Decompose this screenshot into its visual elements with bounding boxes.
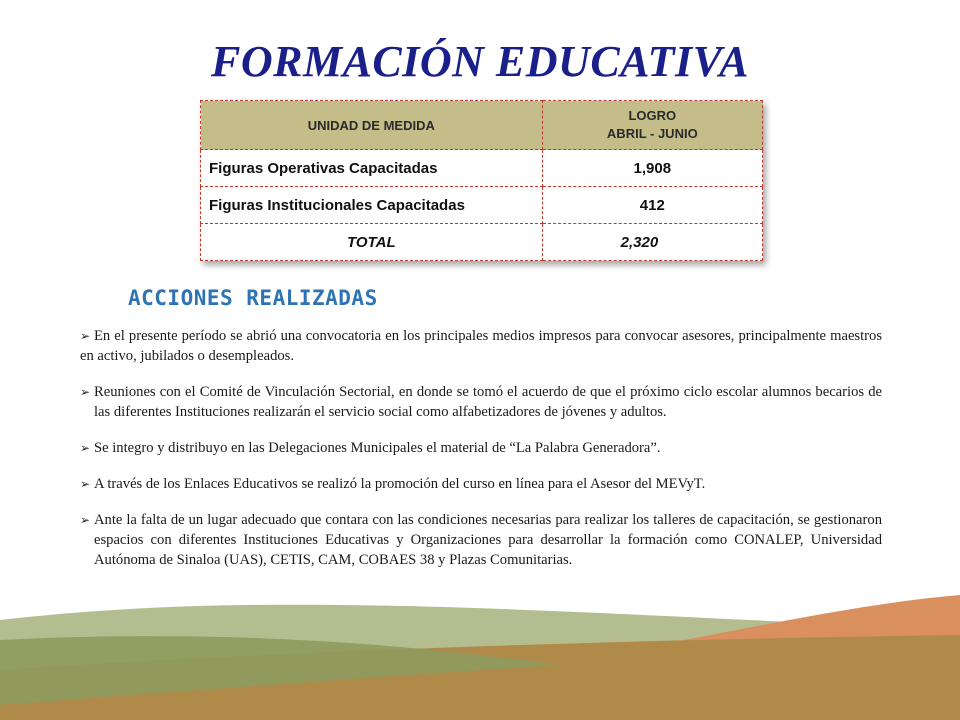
total-label: TOTAL [201,224,543,261]
list-item-text: Se integro y distribuyo en las Delegaciones Municipales el material de “La Palabra Generadora”. [94,440,661,456]
header-achievement [542,101,762,150]
table-row [201,150,763,187]
table-row [201,187,763,224]
footer-wave-decoration [0,580,960,720]
list-item [80,474,882,494]
header-achievement-line1: LOGRO [628,108,677,123]
row-value: 412 [542,187,762,224]
row-label: Figuras Operativas Capacitadas [201,150,543,187]
results-table-container [200,100,763,261]
arrow-bullet-icon: ➢ [80,477,91,491]
arrow-bullet-icon: ➢ [80,329,91,343]
arrow-bullet-icon: ➢ [80,385,91,399]
list-item [80,510,882,570]
arrow-bullet-icon: ➢ [80,513,91,527]
table-header-row [201,101,763,150]
list-item-text: A través de los Enlaces Educativos se realizó la promoción del curso en línea para el Asesor del MEVyT. [94,476,706,492]
section-title: ACCIONES REALIZADAS [128,286,378,310]
header-unit-of-measure: UNIDAD DE MEDIDA [201,101,543,150]
total-value: 2,320 [542,224,762,261]
list-item [80,326,882,366]
header-achievement-line2: ABRIL - JUNIO [606,126,698,141]
list-item [80,382,882,422]
list-item-text: En el presente período se abrió una convocatoria en los principales medios impresos para convocar asesores, principalmente maestros en activo, jubilados o desempleados. [80,328,882,364]
table-total-row [201,224,763,261]
list-item [80,438,882,458]
list-item-text: Ante la falta de un lugar adecuado que contara con las condiciones necesarias para realizar los talleres de capacitación, se gestionaron espacios con diferentes Instituciones Educativas y Organizaciones para desarrollar la formación como CONALEP, Universidad Autónoma de Sinaloa (UAS), CETIS, CAM, COBAES 38 y Plazas Comunitarias. [94,512,882,568]
arrow-bullet-icon: ➢ [80,441,91,455]
slide-title: FORMACIÓN EDUCATIVA [210,37,750,86]
list-item-text: Reuniones con el Comité de Vinculación Sectorial, en donde se tomó el acuerdo de que el próximo ciclo escolar alumnos becarios de las diferentes Instituciones realizarán el servicio social como alfabetizadores de jóvenes y adultos. [94,384,882,420]
row-label: Figuras Institucionales Capacitadas [201,187,543,224]
actions-list [80,326,882,586]
results-table [200,100,763,261]
row-value: 1,908 [542,150,762,187]
